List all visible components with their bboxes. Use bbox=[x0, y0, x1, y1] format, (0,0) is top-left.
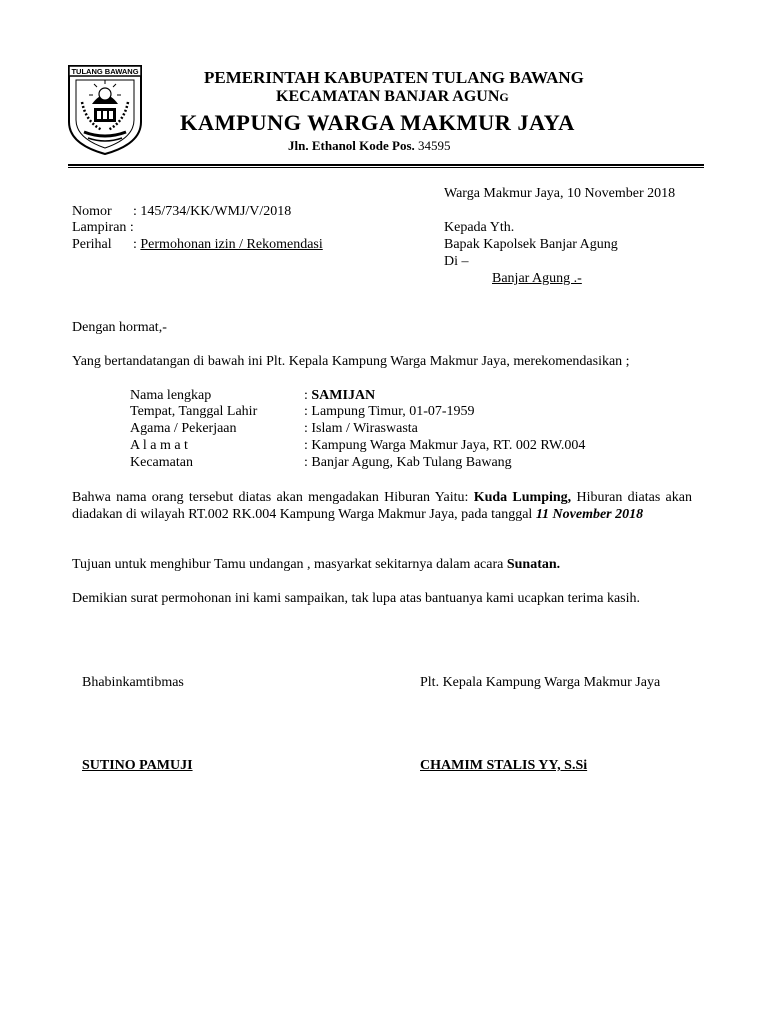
nomor-label: Nomor bbox=[72, 204, 112, 219]
signature-right-name: CHAMIM STALIS YY, S.Si bbox=[420, 758, 588, 773]
perihal-label: Perihal bbox=[72, 237, 112, 252]
identity-address-text: Kampung Warga Makmur Jaya, RT. 002 RW.004 bbox=[311, 438, 586, 453]
lampiran-label: Lampiran : bbox=[72, 220, 134, 235]
identity-name-text: SAMIJAN bbox=[311, 388, 376, 403]
letterhead-postcode: 34595 bbox=[414, 138, 451, 153]
identity-value-name bbox=[304, 388, 375, 404]
letterhead-address bbox=[288, 138, 451, 154]
identity-label-address: A l a m a t bbox=[130, 438, 188, 453]
purpose-occasion: Sunatan. bbox=[506, 557, 561, 572]
signature-left-title: Bhabinkamtibmas bbox=[82, 675, 184, 690]
event-text-2: Hiburan diatas akan diadakan di wilayah RT.002 RK.004 Kampung Warga Makmur Jaya, pada tanggal bbox=[72, 490, 692, 522]
recipient-di: Di – bbox=[444, 254, 469, 269]
letterhead-district-tail: G bbox=[499, 90, 509, 104]
letterhead-district-line bbox=[276, 88, 509, 106]
identity-value-address bbox=[304, 438, 585, 454]
identity-colon: : bbox=[304, 404, 312, 419]
identity-colon: : bbox=[304, 455, 312, 470]
letterhead-divider bbox=[68, 164, 704, 168]
place-date: Warga Makmur Jaya, 10 November 2018 bbox=[444, 186, 676, 201]
identity-label-birth: Tempat, Tanggal Lahir bbox=[130, 404, 258, 419]
identity-colon: : bbox=[304, 388, 312, 403]
perihal-colon: : bbox=[133, 237, 141, 252]
perihal-field bbox=[133, 237, 323, 253]
recipient-place: Banjar Agung .- bbox=[492, 271, 582, 286]
identity-value-birth bbox=[304, 404, 475, 420]
letterhead-government-line: PEMERINTAH KABUPATEN TULANG BAWANG bbox=[204, 68, 584, 87]
nomor-value: : 145/734/KK/WMJ/V/2018 bbox=[133, 204, 292, 219]
identity-label-religion-job: Agama / Pekerjaan bbox=[130, 421, 237, 436]
identity-religion-job-text: Islam / Wiraswasta bbox=[311, 421, 418, 436]
coat-of-arms-icon bbox=[66, 64, 144, 156]
identity-value-subdistrict bbox=[304, 455, 512, 471]
greeting: Dengan hormat,- bbox=[72, 320, 167, 335]
identity-colon: : bbox=[304, 438, 312, 453]
regency-logo bbox=[66, 64, 144, 156]
event-text-1: Bahwa nama orang tersebut diatas akan mengadakan Hiburan Yaitu: bbox=[72, 490, 474, 505]
closing-paragraph: Demikian surat permohonan ini kami sampaikan, tak lupa atas bantuanya kami ucapkan terima kasih. bbox=[72, 591, 640, 606]
letterhead-village-name: KAMPUNG WARGA MAKMUR JAYA bbox=[180, 110, 575, 135]
identity-label-name: Nama lengkap bbox=[130, 388, 212, 403]
letterhead-district-main: KECAMATAN BANJAR AGUN bbox=[276, 88, 500, 105]
identity-birth-text: Lampung Timur, 01-07-1959 bbox=[311, 404, 475, 419]
intro-paragraph: Yang bertandatangan di bawah ini Plt. Kepala Kampung Warga Makmur Jaya, merekomendasikan ; bbox=[72, 354, 630, 369]
event-paragraph bbox=[72, 489, 692, 523]
identity-colon: : bbox=[304, 421, 312, 436]
identity-label-subdistrict: Kecamatan bbox=[130, 455, 193, 470]
purpose-text: Tujuan untuk menghibur Tamu undangan , masyarkat sekitarnya dalam acara bbox=[72, 557, 507, 572]
identity-value-religion-job bbox=[304, 421, 418, 437]
event-name: Kuda Lumping, bbox=[473, 490, 572, 505]
logo-caption: TULANG BAWANG bbox=[71, 67, 139, 76]
recipient-name: Bapak Kapolsek Banjar Agung bbox=[444, 237, 618, 252]
event-date: 11 November 2018 bbox=[535, 507, 644, 522]
perihal-value: Permohonan izin / Rekomendasi bbox=[140, 237, 323, 252]
purpose-paragraph bbox=[72, 556, 692, 573]
recipient-salutation: Kepada Yth. bbox=[444, 220, 515, 235]
signature-right-title: Plt. Kepala Kampung Warga Makmur Jaya bbox=[420, 675, 661, 690]
identity-subdistrict-text: Banjar Agung, Kab Tulang Bawang bbox=[311, 455, 512, 470]
letterhead-address-label: Jln. Ethanol Kode Pos. bbox=[288, 138, 415, 153]
signature-left-name: SUTINO PAMUJI bbox=[82, 758, 193, 773]
